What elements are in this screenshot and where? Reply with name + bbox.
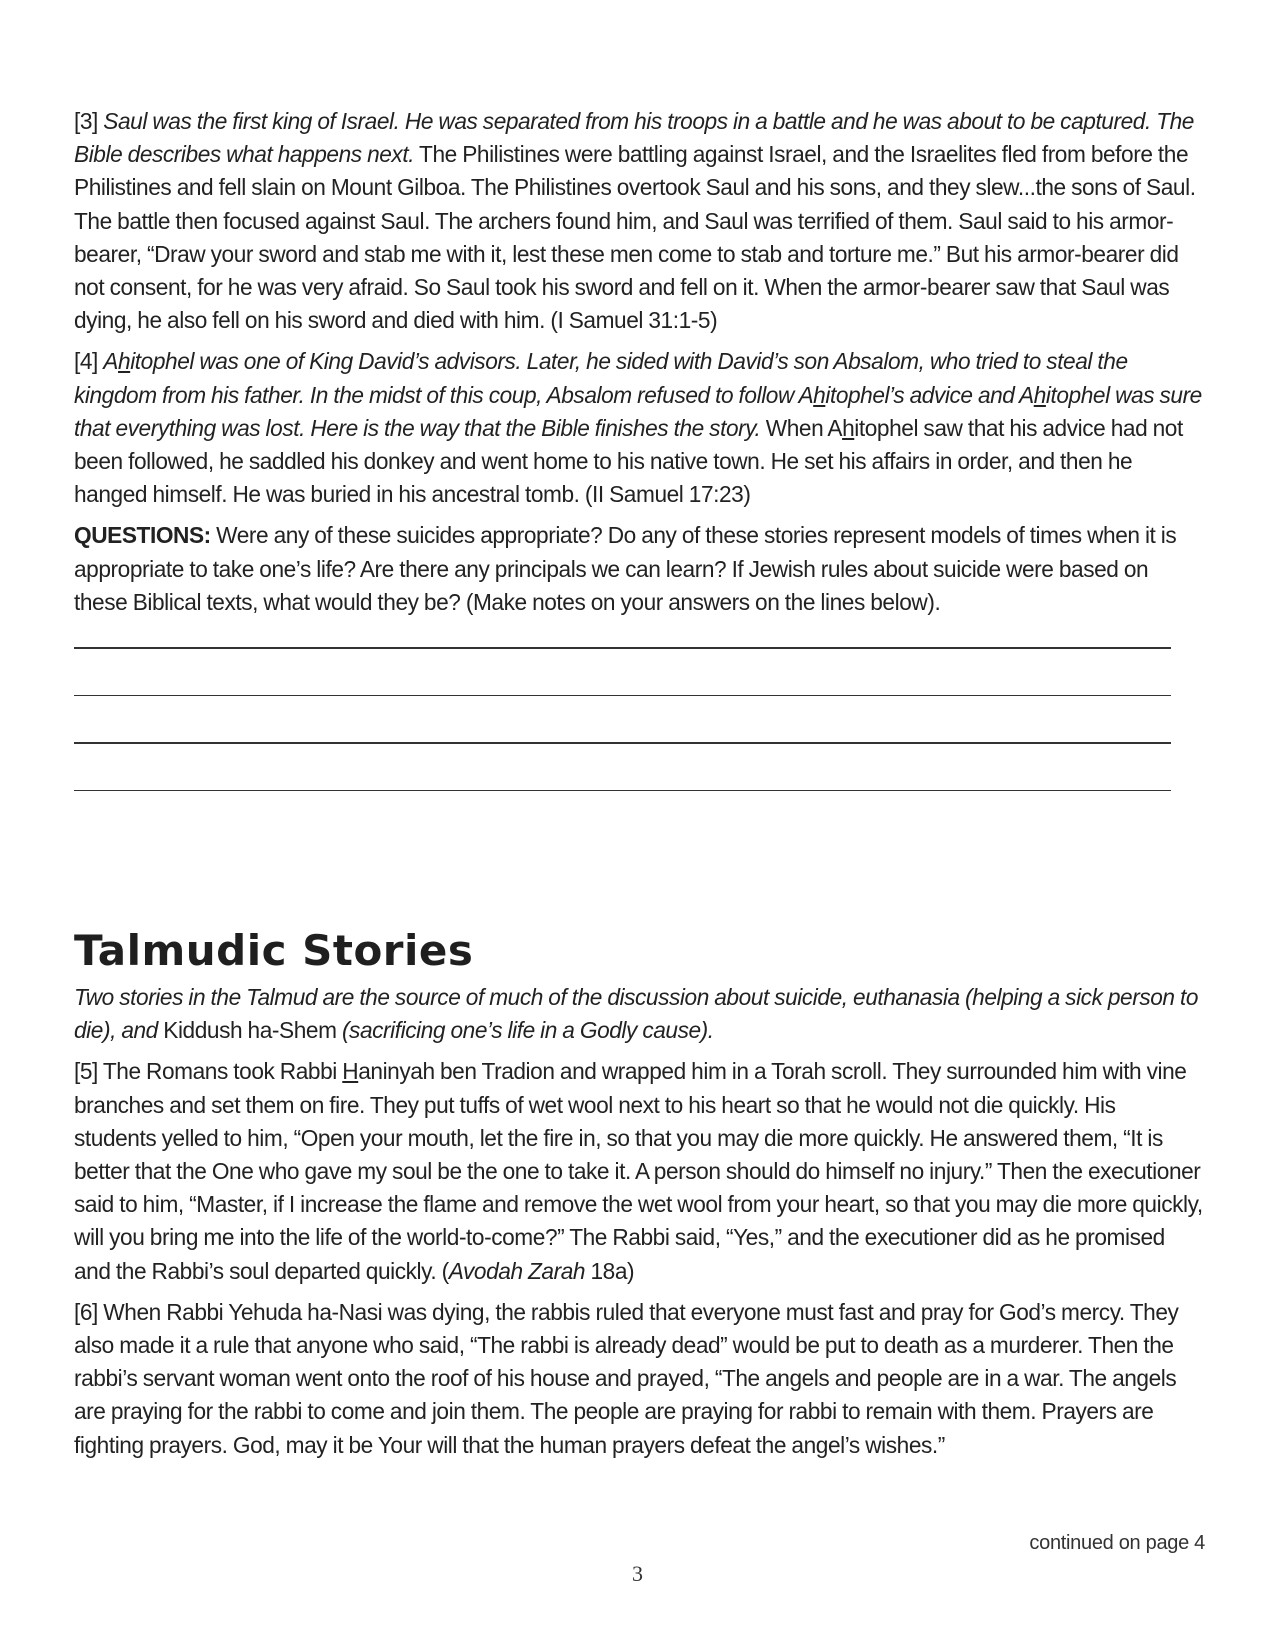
top-section	[74, 105, 1202, 837]
questions-text: Were any of these suicides appropriate? Do any of these stories represent models of times when it is appropriate to take one’s life? Are there any principals we can learn? If Jewish rules about suicide were based on these Biblical texts, what would they be? (Make notes on your answers on the lines below).	[74, 522, 1177, 615]
source-title: Avodah Zarah	[448, 1257, 586, 1284]
text-fragment: itophel’s advice and A	[825, 381, 1034, 408]
passage-number: [5]	[74, 1058, 98, 1085]
questions	[74, 519, 1203, 619]
intro-term: Kiddush ha-Shem	[163, 1017, 337, 1044]
underlined-letter: H	[342, 1058, 359, 1085]
answer-lines	[74, 647, 1202, 791]
answer-line[interactable]	[74, 790, 1171, 792]
text-fragment: itophel saw that his advice had not been followed, he saddled his donkey and went home to his native town. He set his affairs in order, and then he hanged himself. He was buried in his ancestral tomb. (II Samuel 17:23)	[74, 414, 1183, 508]
intro-text: Two stories in the Talmud are the source of much of the discussion about suicide, euthanasia (helping a sick person to die), and	[74, 984, 1199, 1044]
talmudic-section	[74, 981, 1202, 1470]
passage-4	[74, 345, 1203, 511]
section-intro	[74, 981, 1203, 1047]
underlined-letter: h	[118, 348, 131, 375]
text-fragment: aninyah ben Tradion and wrapped him in a Torah scroll. They surrounded him with vine branches and set them on fire. They put tuffs of wet wool next to his heart so that he would not die quickly. His students yelled to him, “Open your mouth, let the fire in, so that you may die more quickly. He answered them, “It is better that the One who gave my soul be the one to take it. A person should do himself no injury.” Then the executioner said to him, “Master, if I increase the flame and remove the wet wool from your heart, so that you may die more quickly, will you bring me into the life of the world-to-come?” The Rabbi said, “Yes,” and the executioner did as he promised and the Rabbi’s soul departed quickly. (	[74, 1058, 1203, 1284]
questions-label: QUESTIONS:	[74, 522, 211, 549]
text-fragment: itophel was sure that everything was lost. Here is the way that the Bible finishes the story.	[74, 381, 1202, 441]
section-heading: Talmudic Stories	[74, 926, 474, 975]
passage-number: [3]	[74, 108, 98, 134]
intro-text: (sacrificing one’s life in a Godly cause).	[341, 1017, 714, 1044]
passage-6	[74, 1296, 1203, 1462]
passage-text: When Rabbi Yehuda ha-Nasi was dying, the rabbis ruled that everyone must fast and pray for God’s mercy. They also made it a rule that anyone who said, “The rabbi is already dead” would be put to death as a murderer. Then the rabbi’s servant woman went onto the roof of his house and prayed, “The angels and people are in a war. The angels are praying for the rabbi to come and join them. The people are praying for rabbi to remain with them. Prayers are fighting prayers. God, may it be Your will that the human prayers defeat the angel’s wishes.”	[74, 1298, 1179, 1458]
text-fragment: A	[103, 348, 119, 375]
continued-note: continued on page 4	[1029, 1532, 1205, 1554]
passage-number: [4]	[74, 348, 98, 375]
underlined-letter: h	[813, 381, 826, 408]
passage-3	[74, 105, 1203, 337]
underlined-letter: h	[842, 414, 855, 441]
text-fragment: itophel was one of King David’s advisors. Later, he sided with David’s son Absalom, who tried to steal the kingdom from his father. In the midst of this coup, Absalom refused to follow A	[74, 348, 1128, 408]
passage-intro: Saul was the first king of Israel. He was separated from his troops in a battle and he was about to be captured. The Bible describes what happens next.	[74, 108, 1194, 168]
passage-text: The Philistines were battling against Israel, and the Israelites fled from before the Philistines and fell slain on Mount Gilboa. The Philistines overtook Saul and his sons, and they slew...the sons of Saul. The battle then focused against Saul. The archers found him, and Saul was terrified of them. Saul said to his armor-bearer, “Draw your sword and stab me with it, lest these men come to stab and torture me.” But his armor-bearer did not consent, for he was very afraid. So Saul took his sword and fell on it. When the armor-bearer saw that Saul was dying, he also fell on his sword and died with him. (I Samuel 31:1-5)	[74, 141, 1196, 334]
answer-line[interactable]	[74, 647, 1171, 649]
text-fragment: The Romans took Rabbi	[102, 1058, 337, 1085]
answer-line[interactable]	[74, 742, 1171, 744]
page-number: 3	[632, 1561, 643, 1586]
underlined-letter: h	[1033, 381, 1046, 408]
passage-5	[74, 1055, 1203, 1287]
passage-number: [6]	[74, 1298, 98, 1325]
text-fragment: When A	[765, 414, 843, 441]
text-fragment: 18a)	[585, 1257, 635, 1284]
answer-line[interactable]	[74, 695, 1171, 697]
